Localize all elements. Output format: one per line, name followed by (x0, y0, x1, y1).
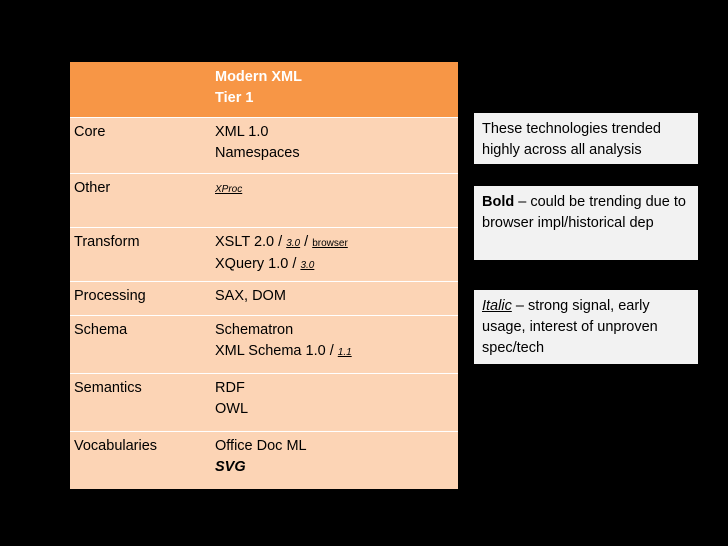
schema-xsd-v11: 1.1 (337, 347, 352, 358)
row-label-vocabularies: Vocabularies (70, 432, 211, 490)
transform-xquery-line (215, 254, 454, 276)
transform-xslt-v3: 3.0 (286, 238, 301, 249)
row-label-semantics: Semantics (70, 374, 211, 432)
header-cell-title (211, 62, 458, 118)
note-bold-term: Bold (482, 194, 515, 210)
transform-browser: browser (312, 238, 348, 249)
note-italic-term: Italic (482, 298, 512, 314)
row-value-other (211, 174, 458, 228)
note-bold-desc: – could be trending due to browser impl/historical dep (482, 194, 686, 231)
transform-sep: / (300, 234, 313, 250)
transform-xquery-v3: 3.0 (300, 260, 315, 271)
row-value-transform (211, 228, 458, 282)
row-value-semantics (211, 374, 458, 432)
vocab-item-svg: SVG (215, 459, 246, 475)
schema-item-schematron: Schematron (215, 322, 294, 338)
semantics-item-rdf: RDF (215, 380, 245, 396)
table-row (70, 432, 458, 490)
row-value-core (211, 118, 458, 174)
row-value-vocabularies (211, 432, 458, 490)
schema-xsd-line (215, 341, 454, 363)
schema-item-xsd: XML Schema 1.0 / (215, 343, 338, 359)
vocab-item-officedocml: Office Doc ML (215, 438, 307, 454)
semantics-item-owl: OWL (215, 401, 249, 417)
technology-table (70, 62, 458, 489)
core-item-namespaces: Namespaces (215, 145, 300, 161)
transform-xquery: XQuery 1.0 / (215, 256, 301, 272)
note-italic-legend (474, 290, 698, 364)
row-label-processing: Processing (70, 282, 211, 316)
row-label-transform: Transform (70, 228, 211, 282)
header-title-line2: Tier 1 (215, 90, 254, 106)
note-trended: These technologies trended highly across all analysis (474, 113, 698, 164)
row-label-other: Other (70, 174, 211, 228)
table-row (70, 282, 458, 316)
header-title-line1: Modern XML (215, 69, 302, 85)
transform-xslt-line (215, 232, 454, 254)
other-item-xproc: XProc (215, 184, 243, 195)
transform-xslt: XSLT 2.0 / (215, 234, 287, 250)
note-italic-desc: – strong signal, early usage, interest of unproven spec/tech (482, 298, 658, 356)
core-item-xml: XML 1.0 (215, 124, 269, 140)
row-value-schema (211, 316, 458, 374)
table-row (70, 374, 458, 432)
row-label-schema: Schema (70, 316, 211, 374)
table-row (70, 316, 458, 374)
table-header-row (70, 62, 458, 118)
row-value-processing: SAX, DOM (211, 282, 458, 316)
table-row (70, 228, 458, 282)
table-row (70, 118, 458, 174)
table-row (70, 174, 458, 228)
header-cell-empty (70, 62, 211, 118)
row-label-core: Core (70, 118, 211, 174)
note-bold-legend (474, 186, 698, 260)
